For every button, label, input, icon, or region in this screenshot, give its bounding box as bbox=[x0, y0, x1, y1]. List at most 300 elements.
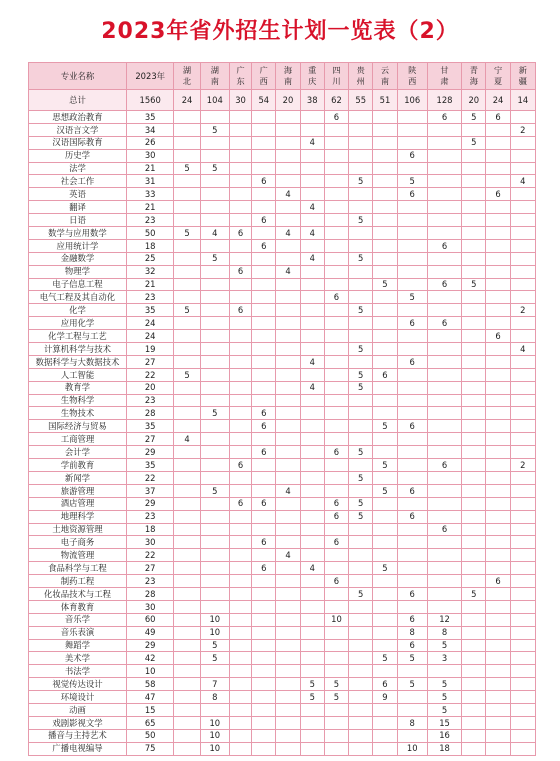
province-quota bbox=[486, 729, 510, 742]
province-quota bbox=[510, 703, 535, 716]
province-quota bbox=[462, 175, 486, 188]
province-quota bbox=[276, 394, 300, 407]
province-quota bbox=[300, 420, 324, 433]
province-quota bbox=[486, 317, 510, 330]
province-quota bbox=[510, 446, 535, 459]
province-quota bbox=[252, 471, 276, 484]
province-quota bbox=[174, 484, 200, 497]
province-quota: 6 bbox=[427, 278, 461, 291]
province-quota bbox=[276, 278, 300, 291]
province-quota: 6 bbox=[252, 446, 276, 459]
province-quota bbox=[200, 278, 229, 291]
province-quota bbox=[252, 201, 276, 214]
header-total-2023: 2023年 bbox=[126, 63, 173, 90]
province-quota bbox=[324, 188, 348, 201]
province-quota bbox=[324, 665, 348, 678]
province-quota bbox=[349, 188, 373, 201]
province-quota: 5 bbox=[373, 562, 397, 575]
province-quota bbox=[373, 355, 397, 368]
province-quota bbox=[373, 162, 397, 175]
province-quota: 10 bbox=[397, 742, 427, 755]
row-total: 58 bbox=[126, 678, 173, 691]
province-quota: 10 bbox=[200, 716, 229, 729]
province-quota bbox=[252, 678, 276, 691]
table-row bbox=[29, 227, 536, 240]
major-name: 金融数学 bbox=[29, 252, 127, 265]
province-quota bbox=[276, 368, 300, 381]
province-quota bbox=[276, 239, 300, 252]
province-quota bbox=[510, 471, 535, 484]
province-quota: 6 bbox=[397, 587, 427, 600]
province-quota bbox=[300, 523, 324, 536]
province-quota bbox=[252, 227, 276, 240]
province-quota: 6 bbox=[252, 239, 276, 252]
header-province: 广 西 bbox=[252, 63, 276, 90]
province-quota bbox=[229, 355, 251, 368]
province-quota bbox=[174, 742, 200, 755]
province-quota bbox=[510, 665, 535, 678]
province-quota bbox=[510, 368, 535, 381]
province-quota bbox=[252, 716, 276, 729]
province-quota bbox=[324, 562, 348, 575]
province-quota bbox=[427, 175, 461, 188]
table-row bbox=[29, 459, 536, 472]
province-quota bbox=[276, 639, 300, 652]
province-quota bbox=[174, 510, 200, 523]
total-value: 1560 bbox=[126, 90, 173, 111]
major-name: 生物技术 bbox=[29, 407, 127, 420]
table-row bbox=[29, 691, 536, 704]
province-quota bbox=[276, 175, 300, 188]
province-quota bbox=[174, 265, 200, 278]
province-quota bbox=[397, 407, 427, 420]
province-quota bbox=[349, 278, 373, 291]
province-quota bbox=[486, 446, 510, 459]
province-quota bbox=[300, 600, 324, 613]
province-quota bbox=[486, 742, 510, 755]
province-quota bbox=[324, 136, 348, 149]
province-quota bbox=[397, 343, 427, 356]
province-quota bbox=[427, 665, 461, 678]
province-quota bbox=[427, 497, 461, 510]
province-quota bbox=[276, 678, 300, 691]
province-quota bbox=[174, 600, 200, 613]
row-total: 23 bbox=[126, 291, 173, 304]
province-quota bbox=[300, 278, 324, 291]
province-quota bbox=[276, 562, 300, 575]
table-row bbox=[29, 136, 536, 149]
province-quota bbox=[486, 394, 510, 407]
province-quota: 5 bbox=[200, 252, 229, 265]
province-quota bbox=[510, 420, 535, 433]
province-quota bbox=[373, 626, 397, 639]
province-quota bbox=[324, 239, 348, 252]
major-name: 应用统计学 bbox=[29, 239, 127, 252]
table-row bbox=[29, 291, 536, 304]
province-quota bbox=[300, 123, 324, 136]
province-quota bbox=[349, 149, 373, 162]
province-quota bbox=[397, 162, 427, 175]
province-quota bbox=[300, 149, 324, 162]
row-total: 22 bbox=[126, 549, 173, 562]
major-name: 国际经济与贸易 bbox=[29, 420, 127, 433]
province-quota: 6 bbox=[486, 575, 510, 588]
province-quota bbox=[462, 536, 486, 549]
total-province-value: 62 bbox=[324, 90, 348, 111]
province-quota bbox=[462, 549, 486, 562]
province-quota bbox=[397, 459, 427, 472]
major-name: 书法学 bbox=[29, 665, 127, 678]
province-quota bbox=[373, 613, 397, 626]
major-name: 英语 bbox=[29, 188, 127, 201]
province-quota bbox=[174, 549, 200, 562]
province-quota bbox=[349, 201, 373, 214]
province-quota bbox=[349, 536, 373, 549]
province-quota: 5 bbox=[349, 587, 373, 600]
province-quota bbox=[252, 136, 276, 149]
province-quota bbox=[276, 665, 300, 678]
province-quota bbox=[229, 536, 251, 549]
row-total: 49 bbox=[126, 626, 173, 639]
province-quota bbox=[324, 381, 348, 394]
province-quota bbox=[252, 291, 276, 304]
province-quota bbox=[462, 162, 486, 175]
province-quota: 6 bbox=[229, 265, 251, 278]
header-row bbox=[29, 63, 536, 90]
province-quota: 5 bbox=[349, 343, 373, 356]
header-province: 陕 西 bbox=[397, 63, 427, 90]
major-name: 思想政治教育 bbox=[29, 111, 127, 124]
major-name: 学前教育 bbox=[29, 459, 127, 472]
province-quota bbox=[462, 523, 486, 536]
major-name: 动画 bbox=[29, 703, 127, 716]
province-quota: 2 bbox=[510, 123, 535, 136]
province-quota bbox=[397, 304, 427, 317]
province-quota: 4 bbox=[510, 175, 535, 188]
province-quota: 8 bbox=[397, 626, 427, 639]
province-quota bbox=[174, 729, 200, 742]
province-quota bbox=[276, 201, 300, 214]
province-quota bbox=[397, 368, 427, 381]
province-quota bbox=[276, 497, 300, 510]
province-quota bbox=[200, 549, 229, 562]
province-quota: 4 bbox=[276, 188, 300, 201]
province-quota bbox=[324, 484, 348, 497]
major-name: 数学与应用数学 bbox=[29, 227, 127, 240]
major-name: 工商管理 bbox=[29, 433, 127, 446]
province-quota bbox=[324, 652, 348, 665]
province-quota bbox=[373, 227, 397, 240]
province-quota: 5 bbox=[200, 407, 229, 420]
province-quota bbox=[397, 729, 427, 742]
province-quota: 5 bbox=[200, 639, 229, 652]
header-province: 海 南 bbox=[276, 63, 300, 90]
province-quota bbox=[174, 536, 200, 549]
province-quota bbox=[324, 742, 348, 755]
province-quota bbox=[486, 703, 510, 716]
province-quota bbox=[510, 291, 535, 304]
province-quota bbox=[174, 381, 200, 394]
province-quota bbox=[300, 639, 324, 652]
province-quota bbox=[276, 343, 300, 356]
province-quota bbox=[300, 433, 324, 446]
province-quota bbox=[174, 394, 200, 407]
province-quota bbox=[427, 355, 461, 368]
province-quota bbox=[349, 575, 373, 588]
province-quota: 5 bbox=[300, 691, 324, 704]
major-name: 环境设计 bbox=[29, 691, 127, 704]
province-quota bbox=[510, 652, 535, 665]
province-quota bbox=[349, 111, 373, 124]
province-quota bbox=[349, 291, 373, 304]
province-quota bbox=[300, 214, 324, 227]
province-quota bbox=[200, 239, 229, 252]
province-quota bbox=[276, 252, 300, 265]
province-quota bbox=[229, 214, 251, 227]
province-quota: 6 bbox=[324, 536, 348, 549]
row-total: 21 bbox=[126, 278, 173, 291]
province-quota bbox=[229, 330, 251, 343]
province-quota bbox=[486, 201, 510, 214]
province-quota bbox=[324, 459, 348, 472]
province-quota bbox=[349, 600, 373, 613]
row-total: 28 bbox=[126, 407, 173, 420]
province-quota bbox=[397, 497, 427, 510]
province-quota bbox=[300, 188, 324, 201]
province-quota bbox=[229, 691, 251, 704]
province-quota bbox=[324, 304, 348, 317]
province-quota bbox=[510, 214, 535, 227]
province-quota bbox=[462, 188, 486, 201]
table-row bbox=[29, 368, 536, 381]
province-quota bbox=[510, 149, 535, 162]
province-quota bbox=[200, 149, 229, 162]
table-row bbox=[29, 562, 536, 575]
province-quota bbox=[174, 459, 200, 472]
row-total: 19 bbox=[126, 343, 173, 356]
province-quota: 5 bbox=[397, 678, 427, 691]
province-quota bbox=[252, 355, 276, 368]
province-quota: 5 bbox=[200, 652, 229, 665]
province-quota bbox=[252, 613, 276, 626]
province-quota bbox=[397, 562, 427, 575]
province-quota bbox=[397, 691, 427, 704]
table-row bbox=[29, 652, 536, 665]
province-quota bbox=[276, 600, 300, 613]
major-name: 音乐表演 bbox=[29, 626, 127, 639]
province-quota bbox=[349, 407, 373, 420]
province-quota bbox=[427, 227, 461, 240]
total-province-value: 54 bbox=[252, 90, 276, 111]
province-quota: 5 bbox=[349, 497, 373, 510]
table-row bbox=[29, 497, 536, 510]
province-quota: 8 bbox=[427, 626, 461, 639]
province-quota bbox=[174, 278, 200, 291]
province-quota: 6 bbox=[252, 214, 276, 227]
total-province-value: 24 bbox=[174, 90, 200, 111]
province-quota bbox=[276, 330, 300, 343]
province-quota bbox=[486, 252, 510, 265]
header-province: 云 南 bbox=[373, 63, 397, 90]
province-quota bbox=[486, 691, 510, 704]
province-quota bbox=[229, 665, 251, 678]
row-total: 18 bbox=[126, 239, 173, 252]
province-quota bbox=[252, 265, 276, 278]
province-quota: 5 bbox=[324, 691, 348, 704]
province-quota bbox=[300, 626, 324, 639]
province-quota bbox=[510, 355, 535, 368]
table-row bbox=[29, 420, 536, 433]
province-quota bbox=[510, 497, 535, 510]
province-quota bbox=[252, 368, 276, 381]
total-province-value: 14 bbox=[510, 90, 535, 111]
province-quota bbox=[174, 626, 200, 639]
province-quota bbox=[373, 381, 397, 394]
province-quota: 6 bbox=[373, 368, 397, 381]
province-quota bbox=[252, 742, 276, 755]
province-quota bbox=[174, 497, 200, 510]
province-quota bbox=[510, 742, 535, 755]
province-quota bbox=[324, 227, 348, 240]
province-quota: 5 bbox=[349, 368, 373, 381]
row-total: 15 bbox=[126, 703, 173, 716]
province-quota bbox=[200, 136, 229, 149]
province-quota bbox=[462, 716, 486, 729]
province-quota bbox=[427, 136, 461, 149]
province-quota: 6 bbox=[252, 407, 276, 420]
province-quota bbox=[300, 652, 324, 665]
province-quota: 6 bbox=[397, 639, 427, 652]
province-quota bbox=[349, 394, 373, 407]
province-quota bbox=[252, 549, 276, 562]
province-quota bbox=[229, 201, 251, 214]
province-quota bbox=[373, 330, 397, 343]
province-quota bbox=[229, 549, 251, 562]
province-quota bbox=[397, 600, 427, 613]
province-quota bbox=[324, 201, 348, 214]
row-total: 23 bbox=[126, 394, 173, 407]
province-quota bbox=[200, 265, 229, 278]
province-quota bbox=[276, 420, 300, 433]
header-major: 专业名称 bbox=[29, 63, 127, 90]
province-quota bbox=[349, 317, 373, 330]
province-quota bbox=[200, 420, 229, 433]
province-quota: 4 bbox=[510, 343, 535, 356]
header-province: 青 海 bbox=[462, 63, 486, 90]
major-name: 会计学 bbox=[29, 446, 127, 459]
province-quota: 6 bbox=[229, 497, 251, 510]
row-total: 10 bbox=[126, 665, 173, 678]
province-quota bbox=[276, 523, 300, 536]
province-quota bbox=[324, 149, 348, 162]
province-quota bbox=[174, 123, 200, 136]
province-quota bbox=[462, 343, 486, 356]
province-quota bbox=[373, 433, 397, 446]
major-name: 地理科学 bbox=[29, 510, 127, 523]
major-name: 物理学 bbox=[29, 265, 127, 278]
province-quota bbox=[373, 188, 397, 201]
province-quota bbox=[510, 626, 535, 639]
province-quota bbox=[349, 162, 373, 175]
province-quota bbox=[462, 265, 486, 278]
province-quota bbox=[324, 123, 348, 136]
province-quota: 10 bbox=[324, 613, 348, 626]
province-quota: 4 bbox=[300, 136, 324, 149]
province-quota bbox=[252, 575, 276, 588]
province-quota bbox=[349, 665, 373, 678]
province-quota bbox=[462, 239, 486, 252]
province-quota bbox=[252, 484, 276, 497]
province-quota bbox=[373, 175, 397, 188]
province-quota: 16 bbox=[427, 729, 461, 742]
province-quota bbox=[324, 639, 348, 652]
province-quota bbox=[462, 446, 486, 459]
province-quota: 6 bbox=[427, 459, 461, 472]
province-quota: 4 bbox=[276, 227, 300, 240]
province-quota bbox=[486, 639, 510, 652]
header-province: 广 东 bbox=[229, 63, 251, 90]
province-quota: 10 bbox=[200, 729, 229, 742]
province-quota: 6 bbox=[252, 536, 276, 549]
province-quota bbox=[373, 575, 397, 588]
province-quota bbox=[200, 497, 229, 510]
province-quota bbox=[462, 227, 486, 240]
province-quota bbox=[252, 600, 276, 613]
province-quota bbox=[510, 510, 535, 523]
province-quota bbox=[486, 291, 510, 304]
province-quota bbox=[486, 214, 510, 227]
province-quota: 5 bbox=[349, 471, 373, 484]
province-quota bbox=[462, 381, 486, 394]
province-quota: 6 bbox=[397, 420, 427, 433]
province-quota bbox=[349, 420, 373, 433]
province-quota bbox=[510, 716, 535, 729]
province-quota bbox=[252, 188, 276, 201]
province-quota bbox=[427, 381, 461, 394]
province-quota bbox=[510, 536, 535, 549]
province-quota bbox=[276, 575, 300, 588]
province-quota bbox=[462, 394, 486, 407]
table-row bbox=[29, 716, 536, 729]
province-quota bbox=[252, 317, 276, 330]
row-total: 27 bbox=[126, 433, 173, 446]
province-quota bbox=[462, 497, 486, 510]
province-quota: 5 bbox=[373, 484, 397, 497]
row-total: 29 bbox=[126, 446, 173, 459]
province-quota bbox=[229, 252, 251, 265]
major-name: 戏剧影视文学 bbox=[29, 716, 127, 729]
row-total: 35 bbox=[126, 304, 173, 317]
province-quota: 5 bbox=[373, 420, 397, 433]
province-quota bbox=[300, 239, 324, 252]
province-quota bbox=[397, 523, 427, 536]
major-name: 数据科学与大数据技术 bbox=[29, 355, 127, 368]
province-quota bbox=[510, 188, 535, 201]
province-quota bbox=[510, 252, 535, 265]
province-quota bbox=[276, 446, 300, 459]
province-quota bbox=[373, 523, 397, 536]
province-quota bbox=[427, 162, 461, 175]
table-row bbox=[29, 278, 536, 291]
province-quota bbox=[462, 484, 486, 497]
table-row bbox=[29, 678, 536, 691]
province-quota bbox=[373, 497, 397, 510]
province-quota bbox=[397, 433, 427, 446]
row-total: 35 bbox=[126, 111, 173, 124]
province-quota bbox=[510, 239, 535, 252]
province-quota bbox=[300, 536, 324, 549]
row-total: 33 bbox=[126, 188, 173, 201]
